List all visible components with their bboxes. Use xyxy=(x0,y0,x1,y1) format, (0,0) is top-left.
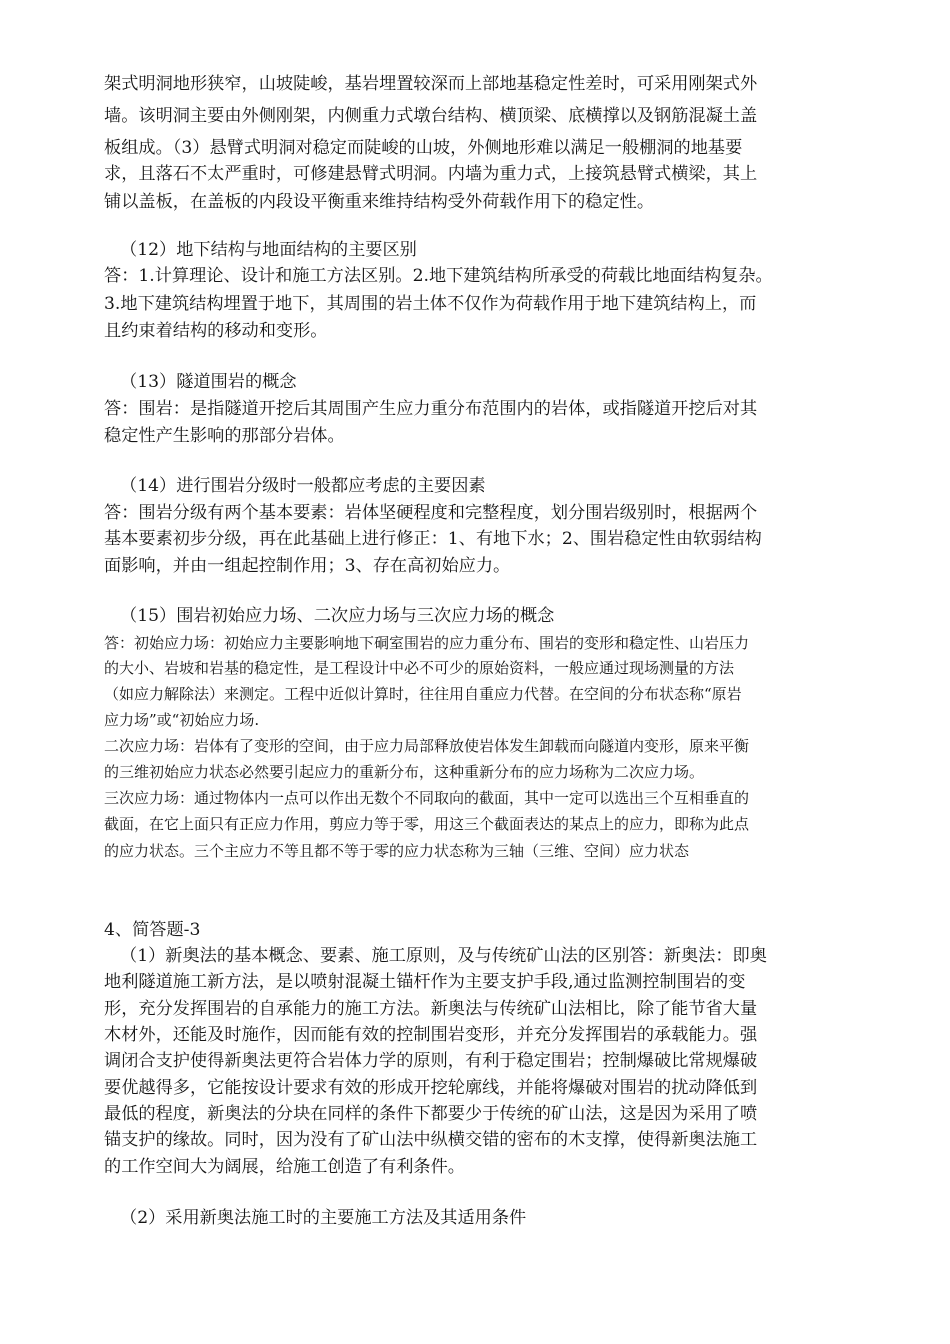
section-heading: 4、简答题-3 xyxy=(104,920,201,940)
answer-line: 锚支护的缘故。同时，因为没有了矿山法中纵横交错的密布的木支撑，使得新奥法施工 xyxy=(104,1130,758,1150)
question-heading: （15）围岩初始应力场、二次应力场与三次应力场的概念 xyxy=(120,606,555,626)
answer-line: 基本要素初步分级，再在此基础上进行修正：1、有地下水；2、围岩稳定性由软弱结构 xyxy=(104,529,762,549)
answer-line: 答：围岩：是指隧道开挖后其周围产生应力重分布范围内的岩体，或指隧道开挖后对其 xyxy=(104,399,758,419)
answer-line: （如应力解除法）来测定。工程中近似计算时，往往用自重应力代替。在空间的分布状态称“原岩 xyxy=(104,685,742,703)
answer-line: 调闭合支护使得新奥法更符合岩体力学的原则，有利于稳定围岩；控制爆破比常规爆破 xyxy=(104,1051,758,1071)
question-heading: （14）进行围岩分级时一般都应考虑的主要因素 xyxy=(120,476,486,496)
text-line: 铺以盖板，在盖板的内段设平衡重来维持结构受外荷载作用下的稳定性。 xyxy=(104,192,655,212)
answer-line: 二次应力场：岩体有了变形的空间，由于应力局部释放使岩体发生卸载而向隧道内变形，原来平衡 xyxy=(104,737,750,755)
answer-line: 要优越得多，它能按设计要求有效的形成开挖轮廓线，并能将爆破对围岩的扰动降低到 xyxy=(104,1078,758,1098)
answer-line: 的应力状态。三个主应力不等且都不等于零的应力状态称为三轴（三维、空间）应力状态 xyxy=(104,842,690,860)
text-line: 求，且落石不太严重时，可修建悬臂式明洞。内墙为重力式，上接筑悬臂式横梁，其上 xyxy=(104,164,758,184)
answer-line: 且约束着结构的移动和变形。 xyxy=(104,321,328,341)
answer-line: 面影响，并由一组起控制作用；3、存在高初始应力。 xyxy=(104,556,511,576)
text-line: 架式明洞地形狭窄，山坡陡峻，基岩埋置较深而上部地基稳定性差时，可采用刚架式外 xyxy=(104,74,758,94)
answer-line: 的工作空间大为阔展，给施工创造了有利条件。 xyxy=(104,1157,465,1177)
answer-line: 答：围岩分级有两个基本要素：岩体坚硬程度和完整程度，划分围岩级别时，根据两个 xyxy=(104,503,758,523)
answer-line: 地利隧道施工新方法，是以喷射混凝土锚杆作为主要支护手段,通过监测控制围岩的变 xyxy=(104,972,746,992)
answer-line: 木材外，还能及时施作，因而能有效的控制围岩变形，并充分发挥围岩的承载能力。强 xyxy=(104,1025,758,1045)
text-line: 板组成。（3）悬臂式明洞对稳定而陡峻的山坡，外侧地形难以满足一般棚洞的地基要 xyxy=(104,138,743,158)
answer-line: 应力场”或“初始应力场. xyxy=(104,711,260,729)
answer-line: 答：初始应力场：初始应力主要影响地下硐室围岩的应力重分布、围岩的变形和稳定性、山岩压力 xyxy=(104,634,750,652)
question-heading: （2）采用新奥法施工时的主要施工方法及其适用条件 xyxy=(120,1208,527,1228)
question-heading: （12）地下结构与地面结构的主要区别 xyxy=(120,240,417,260)
answer-line: 截面，在它上面只有正应力作用，剪应力等于零，用这三个截面表达的某点上的应力，即称为此点 xyxy=(104,815,750,833)
answer-line: （1）新奥法的基本概念、要素、施工原则，及与传统矿山法的区别答：新奥法：即奥 xyxy=(120,946,767,966)
text-line: 墙。该明洞主要由外侧刚架，内侧重力式墩台结构、横顶梁、底横撑以及钢筋混凝土盖 xyxy=(104,106,758,126)
answer-line: 稳定性产生影响的那部分岩体。 xyxy=(104,426,345,446)
answer-line: 的三维初始应力状态必然要引起应力的重新分布，这种重新分布的应力场称为二次应力场。 xyxy=(104,763,705,781)
answer-line: 的大小、岩坡和岩基的稳定性，是工程设计中必不可少的原始资料，一般应通过现场测量的方法 xyxy=(104,659,735,677)
answer-line: 三次应力场：通过物体内一点可以作出无数个不同取向的截面，其中一定可以选出三个互相垂直的 xyxy=(104,789,750,807)
answer-line: 答：1.计算理论、设计和施工方法区别。2.地下建筑结构所承受的荷载比地面结构复杂。 xyxy=(104,266,773,286)
answer-line: 形，充分发挥围岩的自承能力的施工方法。新奥法与传统矿山法相比，除了能节省大量 xyxy=(104,999,758,1019)
question-heading: （13）隧道围岩的概念 xyxy=(120,372,297,392)
answer-line: 最低的程度，新奥法的分块在同样的条件下都要少于传统的矿山法，这是因为采用了喷 xyxy=(104,1104,758,1124)
answer-line: 3.地下建筑结构埋置于地下，其周围的岩土体不仅作为荷载作用于地下建筑结构上，而 xyxy=(104,294,757,314)
